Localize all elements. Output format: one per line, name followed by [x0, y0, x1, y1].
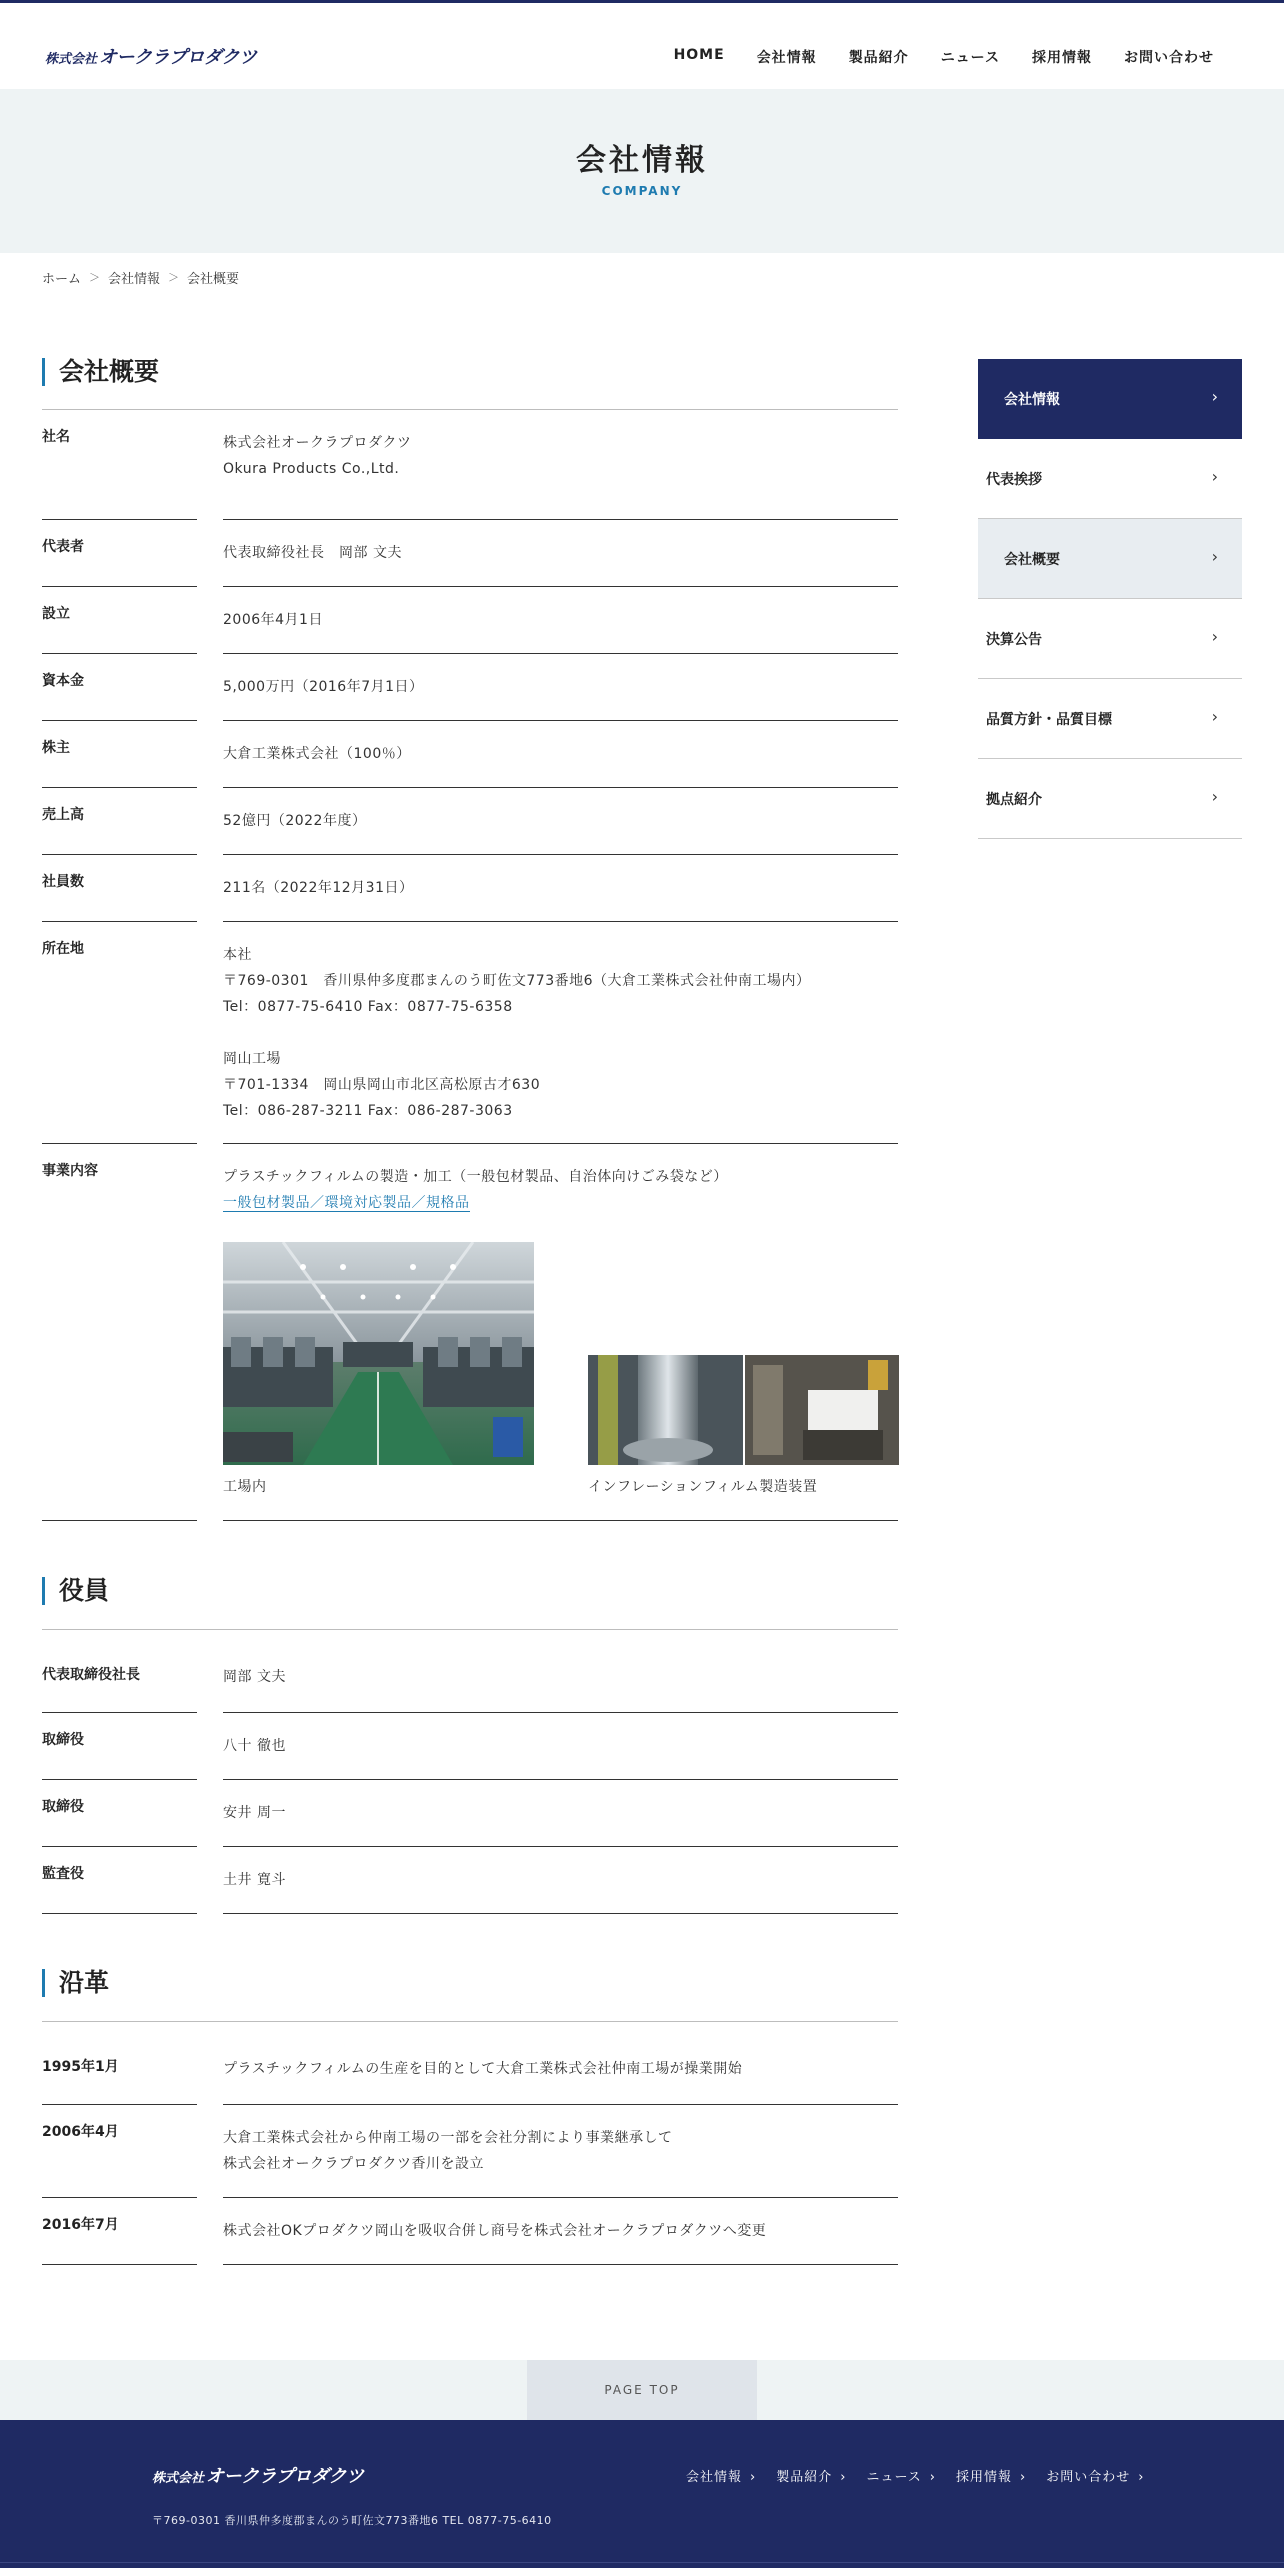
inflation-film-machine-image	[588, 1355, 899, 1465]
row-value	[223, 2198, 898, 2265]
breadcrumb-home[interactable]: ホーム	[42, 272, 82, 287]
row-label: 代表取締役社長	[42, 1630, 197, 1713]
table-row	[42, 587, 898, 654]
nav-company[interactable]: 会社情報	[756, 50, 817, 66]
chevron-right-icon: ›	[1211, 707, 1218, 726]
breadcrumb-current: 会社概要	[187, 272, 240, 287]
row-label: 2016年7月	[42, 2198, 197, 2265]
chevron-right-icon: ›	[1211, 467, 1218, 486]
factory-interior-image	[223, 1242, 534, 1465]
footer-nav	[686, 2466, 1144, 2485]
sidebar-item-label: 品質方針・品質目標	[986, 712, 1112, 728]
value-line: Tel：086-287-3211 Fax：086-287-3063	[223, 1103, 513, 1119]
chevron-right-icon: ›	[750, 2470, 757, 2485]
row-label: 代表者	[42, 520, 197, 587]
table-row	[42, 1630, 898, 1713]
value-line: 5,000万円（2016年7月1日）	[223, 679, 424, 695]
row-value	[223, 855, 898, 922]
table-row	[42, 788, 898, 855]
value-line: 本社	[223, 947, 252, 963]
sidebar-item-label: 拠点紹介	[986, 792, 1042, 808]
page-hero	[0, 89, 1284, 253]
value-line: 211名（2022年12月31日）	[223, 880, 414, 896]
value-line: 株式会社オークラプロダクツ香川を設立	[223, 2156, 484, 2172]
global-nav	[674, 47, 1214, 67]
table-row	[42, 410, 898, 520]
sidebar-item-financial[interactable]	[978, 599, 1242, 679]
sidebar-item-quality[interactable]	[978, 679, 1242, 759]
photo-inflation-film-machine	[588, 1355, 899, 1503]
row-label: 2006年4月	[42, 2105, 197, 2198]
footer-address: 〒769-0301 香川県仲多度郡まんのう町佐文773番地6 TEL 0877-75-6410	[152, 2514, 552, 2527]
footer-logo[interactable]	[152, 2462, 364, 2488]
footer-logo-small-text: 株式会社	[152, 2471, 205, 2486]
row-value: 岡部 文夫	[223, 1630, 898, 1713]
row-label: 社名	[42, 410, 197, 520]
breadcrumb-separator: ＞	[168, 271, 180, 284]
logo-main-text: オークラプロダクツ	[99, 47, 257, 68]
row-label: 所在地	[42, 922, 197, 1144]
page-top-button[interactable]: PAGE TOP	[527, 2360, 757, 2420]
nav-news[interactable]: ニュース	[940, 50, 1000, 66]
chevron-right-icon: ›	[840, 2470, 847, 2485]
row-label: 取締役	[42, 1713, 197, 1780]
spacer	[223, 1020, 898, 1046]
table-row	[42, 1144, 898, 1521]
table-row	[42, 2105, 898, 2198]
row-label: 株主	[42, 721, 197, 788]
row-label: 設立	[42, 587, 197, 654]
site-footer	[0, 2420, 1284, 2568]
row-value	[223, 2022, 898, 2105]
table-row	[42, 1780, 898, 1847]
row-label: 事業内容	[42, 1144, 197, 1521]
sidebar-item-locations[interactable]	[978, 759, 1242, 839]
section-title-history: 沿革	[42, 1969, 898, 1997]
value-line: 〒769-0301 香川県仲多度郡まんのう町佐文773番地6（大倉工業株式会社仲南工場内）	[223, 973, 811, 989]
row-value	[223, 788, 898, 855]
row-label: 取締役	[42, 1780, 197, 1847]
chevron-right-icon: ›	[1211, 787, 1218, 806]
table-row	[42, 2198, 898, 2265]
photo-factory-interior	[223, 1242, 534, 1502]
value-line	[223, 1190, 898, 1216]
section-title-overview: 会社概要	[42, 358, 898, 386]
table-row	[42, 654, 898, 721]
value-line: 株式会社OKプロダクツ岡山を吸収合併し商号を株式会社オークラプロダクツへ変更	[223, 2223, 767, 2239]
row-value: 安井 周一	[223, 1780, 898, 1847]
value-line: 2006年4月1日	[223, 612, 323, 628]
nav-recruit[interactable]: 採用情報	[1032, 50, 1092, 66]
sidebar-item-label: 決算公告	[986, 632, 1042, 648]
row-label: 社員数	[42, 855, 197, 922]
row-value	[223, 922, 898, 1144]
footer-nav-products[interactable]	[776, 2466, 846, 2485]
sidebar-item-greeting[interactable]	[978, 439, 1242, 519]
footer-divider	[0, 2562, 1284, 2563]
sidebar-item-company[interactable]	[978, 359, 1242, 439]
footer-nav-label: 会社情報	[686, 2470, 743, 2485]
row-value	[223, 410, 898, 520]
row-label: 資本金	[42, 654, 197, 721]
value-line: 代表取締役社長 岡部 文夫	[223, 545, 402, 561]
sidebar-item-label: 代表挨拶	[986, 472, 1042, 488]
row-value: 土井 寛斗	[223, 1847, 898, 1914]
photo-caption: 工場内	[223, 1479, 267, 1495]
row-value	[223, 2105, 898, 2198]
footer-nav-label: お問い合わせ	[1046, 2470, 1131, 2485]
product-category-link[interactable]: 一般包材製品／環境対応製品／規格品	[223, 1195, 470, 1211]
sidebar-item-label: 会社情報	[1004, 392, 1060, 408]
footer-logo-main-text: オークラプロダクツ	[206, 2466, 364, 2487]
table-row	[42, 922, 898, 1144]
page-subtitle: COMPANY	[601, 184, 683, 198]
nav-products[interactable]: 製品紹介	[848, 50, 909, 66]
value-line: 株式会社オークラプロダクツ	[223, 435, 412, 451]
site-header	[0, 3, 1284, 89]
sidebar-nav	[978, 359, 1242, 839]
table-row	[42, 721, 898, 788]
chevron-right-icon: ›	[929, 2470, 936, 2485]
row-value	[223, 1144, 898, 1521]
row-value	[223, 587, 898, 654]
chevron-right-icon: ›	[1138, 2470, 1145, 2485]
sidebar-item-label: 会社概要	[1004, 552, 1060, 568]
table-row	[42, 1713, 898, 1780]
value-line: 52億円（2022年度）	[223, 813, 367, 829]
value-line: プラスチックフィルムの製造・加工（一般包材製品、自治体向けごみ袋など）	[223, 1169, 728, 1185]
logo-small-text: 株式会社	[45, 52, 98, 67]
value-line: Tel：0877-75-6410 Fax：0877-75-6358	[223, 999, 513, 1015]
value-line: 大倉工業株式会社から仲南工場の一部を会社分割により事業継承して	[223, 2130, 673, 2146]
nav-contact[interactable]: お問い合わせ	[1124, 50, 1214, 66]
footer-nav-label: 採用情報	[956, 2470, 1013, 2485]
row-label: 監査役	[42, 1847, 197, 1914]
site-logo[interactable]	[45, 43, 257, 68]
breadcrumb-separator: ＞	[89, 271, 101, 284]
value-line: Okura Products Co.,Ltd.	[223, 461, 400, 477]
chevron-right-icon: ›	[1211, 627, 1218, 646]
table-row	[42, 1847, 898, 1914]
breadcrumb	[42, 268, 239, 287]
section-title-officers: 役員	[42, 1577, 898, 1605]
footer-nav-company[interactable]	[686, 2466, 756, 2485]
photo-caption: インフレーションフィルム製造装置	[588, 1479, 818, 1495]
row-label: 1995年1月	[42, 2022, 197, 2105]
row-value	[223, 654, 898, 721]
table-row	[42, 855, 898, 922]
nav-home[interactable]: HOME	[673, 47, 725, 63]
chevron-right-icon: ›	[1211, 387, 1218, 406]
table-row	[42, 2022, 898, 2105]
value-line: プラスチックフィルムの生産を目的として大倉工業株式会社仲南工場が操業開始	[223, 2061, 743, 2077]
row-value	[223, 520, 898, 587]
sidebar-item-overview[interactable]	[978, 519, 1242, 599]
table-row	[42, 520, 898, 587]
value-line: 〒701-1334 岡山県岡山市北区高松原古才630	[223, 1077, 541, 1093]
footer-nav-recruit[interactable]	[956, 2466, 1026, 2485]
value-line: 岡山工場	[223, 1051, 281, 1067]
footer-nav-label: ニュース	[866, 2470, 922, 2485]
chevron-right-icon: ›	[1020, 2470, 1027, 2485]
value-line: 大倉工業株式会社（100％）	[223, 746, 411, 762]
footer-nav-label: 製品紹介	[776, 2470, 833, 2485]
row-value	[223, 721, 898, 788]
row-value: 八十 徹也	[223, 1713, 898, 1780]
footer-nav-contact[interactable]	[1046, 2466, 1144, 2485]
chevron-right-icon: ›	[1211, 547, 1218, 566]
breadcrumb-company[interactable]: 会社情報	[108, 272, 161, 287]
footer-nav-news[interactable]	[866, 2466, 936, 2485]
page-title: 会社情報	[576, 143, 708, 178]
row-label: 売上高	[42, 788, 197, 855]
